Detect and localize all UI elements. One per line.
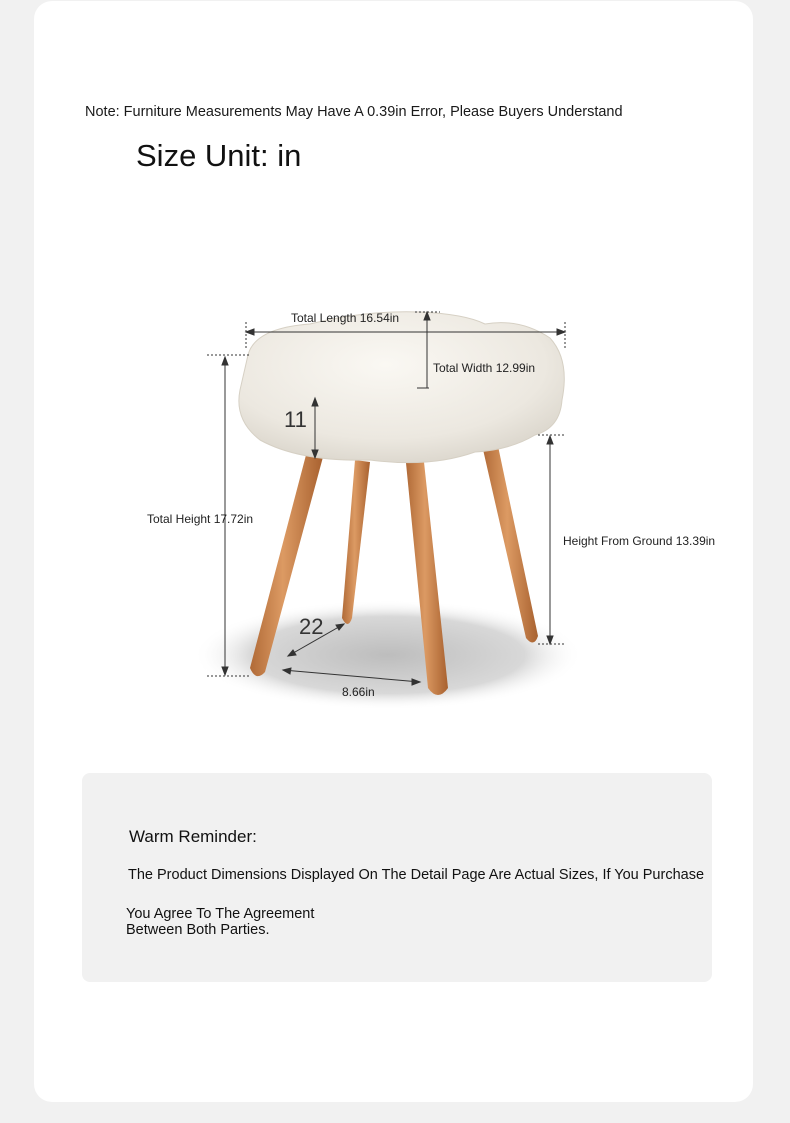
stool-dimension-diagram: [130, 300, 730, 720]
cushion-seat: [239, 312, 564, 463]
stool-illustration: [130, 300, 730, 720]
size-unit-heading: Size Unit: in: [136, 138, 302, 173]
reminder-line-2: You Agree To The Agreement: [126, 906, 315, 922]
reminder-title: Warm Reminder:: [129, 827, 257, 846]
height-from-ground-label: Height From Ground 13.39in: [563, 534, 716, 548]
reminder-line-3: Between Both Parties.: [126, 922, 270, 938]
measurement-note: Note: Furniture Measurements May Have A 0.39in Error, Please Buyers Understand: [85, 104, 623, 120]
total-length-label: Total Length 16.54in: [291, 311, 400, 325]
reminder-line-2-block: [126, 906, 314, 938]
leg-angle-value: 22: [299, 614, 324, 639]
leg-back-left: [342, 460, 370, 624]
reminder-line-1: The Product Dimensions Displayed On The Detail Page Are Actual Sizes, If You Purchase: [128, 867, 705, 883]
warm-reminder-box: [82, 773, 712, 982]
total-width-label: Total Width 12.99in: [433, 361, 536, 375]
leg-span-label: 8.66in: [342, 685, 375, 699]
seat-thickness-value: 11: [284, 407, 307, 432]
total-height-label: Total Height 17.72in: [147, 512, 254, 526]
